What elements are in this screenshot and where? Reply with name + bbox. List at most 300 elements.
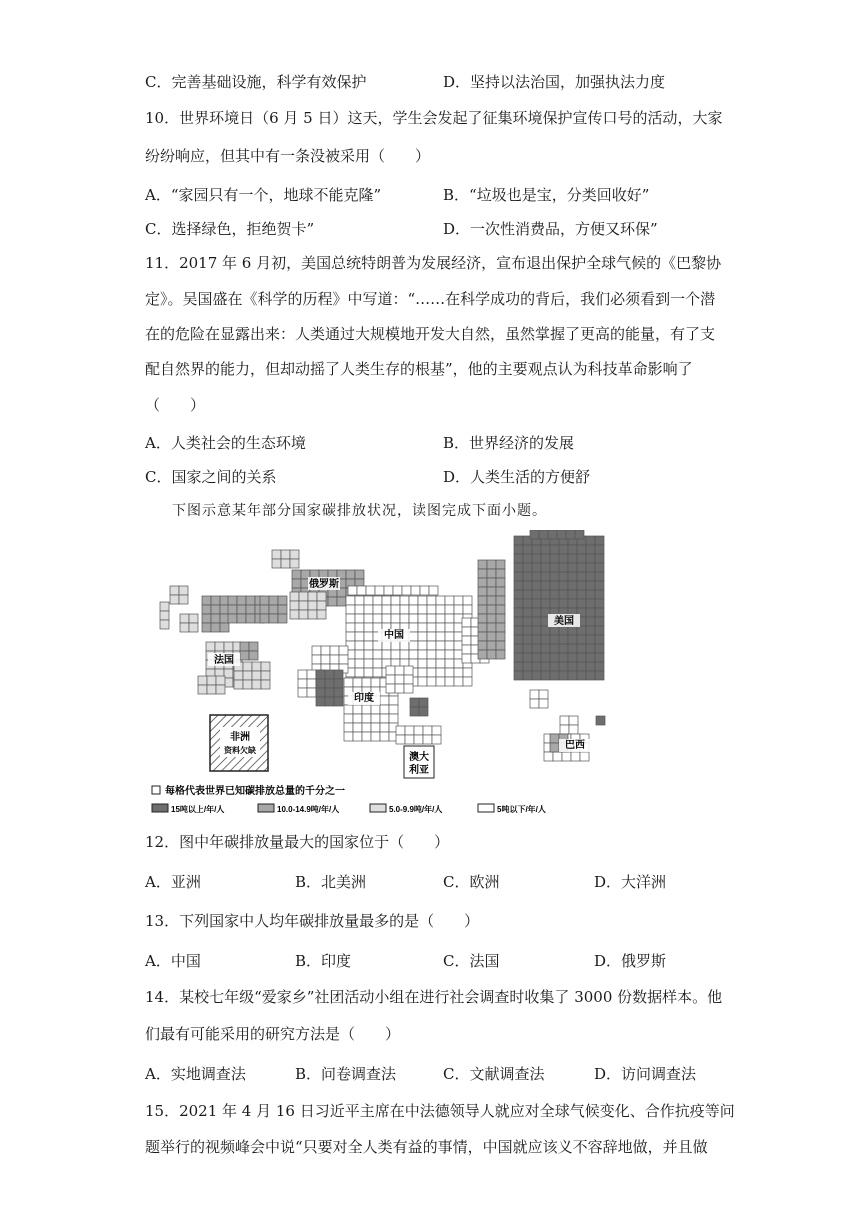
map-cell: [532, 599, 541, 608]
q14-option-d: D．访问调查法: [594, 1065, 697, 1083]
map-cell: [391, 614, 400, 623]
map-cell: [577, 644, 586, 653]
map-cell: [586, 662, 595, 671]
map-cell: [220, 605, 229, 614]
map-cell: [373, 668, 382, 677]
map-cell: [278, 614, 287, 623]
map-cell: [595, 563, 604, 572]
q10-option-d: D．一次性消费品，方便又环保”: [443, 220, 658, 238]
map-cell: [278, 596, 287, 605]
map-cell: [445, 605, 454, 614]
map-cell: [364, 605, 373, 614]
map-cell: [409, 632, 418, 641]
label-china: 中国: [384, 630, 404, 641]
map-cell: [586, 635, 595, 644]
map-cell: [595, 554, 604, 563]
label-brazil: 巴西: [565, 740, 585, 751]
map-cell: [559, 563, 568, 572]
map-cell: [532, 626, 541, 635]
map-cell: [496, 641, 505, 650]
map-cell: [568, 599, 577, 608]
map-cell: [427, 668, 436, 677]
q11-stem-line1: 11．2017 年 6 月初，美国总统特朗普为发展经济，宣布退出保护全球气候的《巴黎协: [145, 254, 722, 272]
map-cell: [224, 678, 233, 687]
map-cell: [224, 669, 233, 678]
map-cell: [532, 545, 541, 554]
map-cell: [395, 675, 404, 684]
map-cell: [371, 705, 380, 714]
map-cell: [595, 608, 604, 617]
label-russia: 俄罗斯: [309, 579, 339, 590]
map-cell: [414, 726, 423, 735]
q10-stem-line2: 纷纷响应，但其中有一条没被采用（ ）: [145, 147, 431, 165]
map-cell: [409, 596, 418, 605]
map-cell: [380, 696, 389, 705]
map-cell: [539, 690, 548, 699]
map-cell: [355, 596, 364, 605]
block-portugal: [198, 676, 225, 694]
map-cell: [228, 605, 237, 614]
map-cell: [577, 653, 586, 662]
map-cell: [371, 714, 380, 723]
map-cell: [409, 605, 418, 614]
map-cell: [523, 581, 532, 590]
map-cell: [395, 666, 404, 675]
map-cell: [445, 650, 454, 659]
map-cell: [462, 636, 471, 645]
map-cell: [160, 620, 169, 629]
map-cell: [541, 662, 550, 671]
map-cell: [487, 596, 496, 605]
map-cell: [514, 572, 523, 581]
map-cell: [373, 659, 382, 668]
map-cell: [463, 677, 472, 686]
map-cell: [364, 659, 373, 668]
map-cell: [514, 599, 523, 608]
map-cell: [559, 590, 568, 599]
map-cell: [436, 614, 445, 623]
map-cell: [211, 623, 220, 632]
map-cell: [445, 632, 454, 641]
map-cell: [362, 714, 371, 723]
map-cell: [487, 650, 496, 659]
map-cell: [321, 655, 330, 664]
map-cell: [569, 725, 578, 734]
map-cell: [353, 723, 362, 732]
map-cell: [436, 668, 445, 677]
map-cell: [312, 655, 321, 664]
map-cell: [539, 530, 548, 539]
q10-option-b: B．“垃圾也是宝，分类回收好”: [443, 186, 650, 204]
block-italy: [240, 642, 258, 660]
map-cell: [427, 677, 436, 686]
map-cell: [445, 668, 454, 677]
map-cell: [316, 688, 325, 697]
map-cell: [514, 536, 523, 545]
map-cell: [523, 590, 532, 599]
map-cell: [454, 632, 463, 641]
map-cell: [344, 705, 353, 714]
map-cell: [595, 662, 604, 671]
map-cell: [317, 592, 326, 601]
map-cell: [261, 671, 270, 680]
map-cell: [386, 666, 395, 675]
map-cell: [170, 586, 179, 595]
map-cell: [577, 662, 586, 671]
label-australia-2: 利亚: [409, 765, 429, 776]
map-cell: [595, 635, 604, 644]
map-cell: [436, 659, 445, 668]
map-cell: [243, 662, 252, 671]
map-cell: [559, 545, 568, 554]
block-uk-1: [170, 586, 188, 604]
map-cell: [454, 650, 463, 659]
map-cell: [514, 626, 523, 635]
map-cell: [400, 614, 409, 623]
map-cell: [436, 632, 445, 641]
map-cell: [557, 530, 566, 539]
map-cell: [344, 732, 353, 741]
map-cell: [577, 590, 586, 599]
map-cell: [207, 685, 216, 694]
map-cell: [299, 601, 308, 610]
label-france: 法国: [214, 655, 234, 666]
map-cell: [389, 705, 398, 714]
map-cell: [382, 641, 391, 650]
legend-cell-icon: [152, 786, 160, 794]
map-cell: [395, 684, 404, 693]
map-cell: [160, 602, 169, 611]
map-cell: [550, 626, 559, 635]
map-cell: [389, 696, 398, 705]
map-cell: [317, 610, 326, 619]
map-cell: [427, 605, 436, 614]
map-cell: [550, 563, 559, 572]
map-cell: [541, 572, 550, 581]
map-cell: [427, 623, 436, 632]
map-cell: [382, 614, 391, 623]
map-cell: [364, 641, 373, 650]
map-cell: [380, 732, 389, 741]
map-cell: [496, 569, 505, 578]
map-cell: [541, 635, 550, 644]
map-cell: [389, 714, 398, 723]
block-brazil-top: [560, 716, 578, 734]
map-cell: [496, 596, 505, 605]
map-cell: [380, 714, 389, 723]
q13-option-c: C．法国: [443, 952, 500, 970]
map-cell: [307, 670, 316, 679]
carbon-emission-cartogram: [148, 530, 620, 820]
map-cell: [577, 545, 586, 554]
map-cell: [325, 697, 334, 706]
map-cell: [220, 623, 229, 632]
map-cell: [180, 623, 189, 632]
q12-option-b: B．北美洲: [295, 873, 367, 891]
map-cell: [312, 646, 321, 655]
block-spain: [234, 662, 270, 689]
map-cell: [568, 644, 577, 653]
map-cell: [550, 671, 559, 680]
map-cell: [346, 570, 355, 579]
map-cell: [478, 560, 487, 569]
q13-stem: 13．下列国家中人均年碳排放量最多的是（ ）: [145, 912, 480, 930]
map-cell: [362, 732, 371, 741]
map-cell: [418, 605, 427, 614]
map-cell: [539, 699, 548, 708]
q9-option-c: C．完善基础设施，科学有效保护: [145, 73, 367, 91]
map-cell: [418, 596, 427, 605]
map-cell: [454, 641, 463, 650]
map-cell: [330, 646, 339, 655]
map-cell: [353, 732, 362, 741]
map-cell: [595, 572, 604, 581]
map-cell: [454, 614, 463, 623]
map-cell: [568, 590, 577, 599]
map-cell: [586, 536, 595, 545]
map-cell: [514, 635, 523, 644]
map-cell: [202, 623, 211, 632]
map-cell: [427, 632, 436, 641]
legend-item-2: 10.0-14.9吨/年/人: [277, 805, 340, 814]
q11-option-b: B．世界经济的发展: [443, 434, 575, 452]
map-cell: [462, 618, 471, 627]
map-cell: [568, 545, 577, 554]
map-cell: [419, 707, 428, 716]
map-cell: [260, 605, 269, 614]
q14-option-a: A．实地调查法: [145, 1065, 246, 1083]
label-usa: 美国: [554, 616, 574, 627]
map-cell: [559, 581, 568, 590]
map-cell: [317, 601, 326, 610]
map-cell: [308, 601, 317, 610]
map-cell: [541, 644, 550, 653]
label-india: 印度: [354, 693, 374, 704]
map-cell: [487, 632, 496, 641]
map-cell: [595, 653, 604, 662]
map-cell: [595, 617, 604, 626]
map-cell: [586, 572, 595, 581]
map-cell: [348, 586, 357, 595]
map-cell: [290, 610, 299, 619]
q11-option-c: C．国家之间的关系: [145, 468, 277, 486]
map-cell: [404, 666, 413, 675]
map-cell: [362, 705, 371, 714]
map-cell: [586, 581, 595, 590]
map-cell: [560, 725, 569, 734]
map-cell: [454, 596, 463, 605]
map-cell: [400, 641, 409, 650]
map-cell: [355, 632, 364, 641]
map-cell: [375, 586, 384, 595]
map-cell: [514, 554, 523, 563]
legend-item-3: 5.0-9.9吨/年/人: [389, 805, 443, 814]
map-cell: [391, 605, 400, 614]
map-cell: [371, 678, 380, 687]
map-cell: [373, 650, 382, 659]
map-cell: [215, 642, 224, 651]
map-cell: [418, 632, 427, 641]
map-cell: [346, 632, 355, 641]
map-cell: [586, 590, 595, 599]
map-cell: [550, 545, 559, 554]
map-cell: [269, 605, 278, 614]
map-cell: [541, 653, 550, 662]
map-cell: [577, 671, 586, 680]
map-cell: [577, 635, 586, 644]
map-cell: [292, 579, 301, 588]
map-cell: [373, 605, 382, 614]
map-cell: [487, 623, 496, 632]
map-cell: [523, 635, 532, 644]
map-cell: [237, 614, 246, 623]
q9-option-d: D．坚持以法治国，加强执法力度: [443, 73, 666, 91]
map-cell: [559, 662, 568, 671]
map-cell: [559, 635, 568, 644]
map-cell: [325, 688, 334, 697]
map-cell: [462, 654, 471, 663]
map-cell: [393, 586, 402, 595]
legend-swatch-3: [370, 804, 386, 812]
map-cell: [404, 684, 413, 693]
map-cell: [396, 735, 405, 744]
map-cell: [550, 734, 559, 743]
map-cell: [514, 563, 523, 572]
map-cell: [272, 559, 281, 568]
map-cell: [260, 596, 269, 605]
map-cell: [346, 623, 355, 632]
block-indonesia: [410, 698, 428, 716]
map-cell: [586, 653, 595, 662]
q12-option-d: D．大洋洲: [594, 873, 667, 891]
map-cell: [234, 671, 243, 680]
map-cell: [541, 581, 550, 590]
map-cell: [308, 592, 317, 601]
q12-stem: 12．图中年碳排放量最大的国家位于（ ）: [145, 833, 450, 851]
map-cell: [550, 581, 559, 590]
map-cell: [400, 596, 409, 605]
map-cell: [523, 545, 532, 554]
map-cell: [198, 685, 207, 694]
map-cell: [445, 596, 454, 605]
block-saudi: [316, 670, 343, 706]
map-cell: [595, 581, 604, 590]
map-cell: [550, 635, 559, 644]
map-cell: [211, 596, 220, 605]
map-cell: [487, 587, 496, 596]
map-cell: [577, 599, 586, 608]
map-cell: [436, 623, 445, 632]
map-cell: [559, 626, 568, 635]
map-cell: [436, 605, 445, 614]
map-cell: [224, 642, 233, 651]
map-cell: [523, 572, 532, 581]
block-korea-col: [478, 560, 505, 659]
map-cell: [290, 550, 299, 559]
map-cell: [541, 671, 550, 680]
map-cell: [550, 653, 559, 662]
q11-option-d: D．人类生活的方便舒: [443, 468, 591, 486]
map-cell: [290, 559, 299, 568]
map-cell: [237, 605, 246, 614]
map-cell: [496, 623, 505, 632]
map-cell: [290, 592, 299, 601]
map-cell: [330, 655, 339, 664]
map-cell: [532, 617, 541, 626]
q11-stem-line5: （ ）: [145, 396, 206, 414]
map-cell: [353, 705, 362, 714]
map-cell: [541, 626, 550, 635]
map-cell: [179, 586, 188, 595]
q10-option-c: C．选择绿色，拒绝贺卡”: [145, 220, 315, 238]
map-cell: [420, 586, 429, 595]
map-cell: [478, 587, 487, 596]
map-cell: [541, 590, 550, 599]
map-cell: [207, 676, 216, 685]
block-germany: [228, 596, 264, 623]
map-cell: [427, 614, 436, 623]
map-cell: [568, 581, 577, 590]
q14-stem-line2: 们最有可能采用的研究方法是（ ）: [145, 1025, 401, 1043]
map-cell: [586, 671, 595, 680]
map-cell: [298, 688, 307, 697]
map-cell: [541, 545, 550, 554]
map-cell: [366, 586, 375, 595]
map-cell: [321, 646, 330, 655]
map-cell: [246, 596, 255, 605]
map-cell: [595, 626, 604, 635]
map-cell: [532, 662, 541, 671]
map-cell: [246, 614, 255, 623]
map-cell: [334, 688, 343, 697]
map-cell: [478, 650, 487, 659]
map-cell: [355, 605, 364, 614]
q13-option-d: D．俄罗斯: [594, 952, 667, 970]
map-cell: [249, 651, 258, 660]
map-cell: [382, 605, 391, 614]
map-cell: [523, 599, 532, 608]
legend-swatch-2: [258, 804, 274, 812]
map-cell: [532, 635, 541, 644]
map-cell: [278, 605, 287, 614]
map-cell: [364, 668, 373, 677]
q15-stem-line2: 题举行的视频峰会中说“只要对全人类有益的事情，中国就应该义不容辞地做，并且做: [145, 1138, 708, 1156]
map-cell: [409, 650, 418, 659]
map-cell: [260, 614, 269, 623]
map-cell: [249, 642, 258, 651]
map-cell: [532, 554, 541, 563]
map-cell: [198, 676, 207, 685]
map-cell: [409, 614, 418, 623]
block-ukraine: [290, 592, 326, 619]
map-cell: [463, 605, 472, 614]
map-cell: [220, 614, 229, 623]
block-mexico-1: [530, 690, 548, 708]
map-cell: [548, 530, 557, 539]
q14-option-b: B．问卷调查法: [295, 1065, 397, 1083]
map-cell: [237, 596, 246, 605]
label-australia-1: 澳大: [409, 752, 429, 763]
map-cell: [523, 653, 532, 662]
map-cell: [391, 641, 400, 650]
map-cell: [418, 668, 427, 677]
map-cell: [353, 714, 362, 723]
map-cell: [380, 705, 389, 714]
map-cell: [550, 590, 559, 599]
map-cell: [454, 659, 463, 668]
map-cell: [586, 599, 595, 608]
map-cell: [298, 670, 307, 679]
